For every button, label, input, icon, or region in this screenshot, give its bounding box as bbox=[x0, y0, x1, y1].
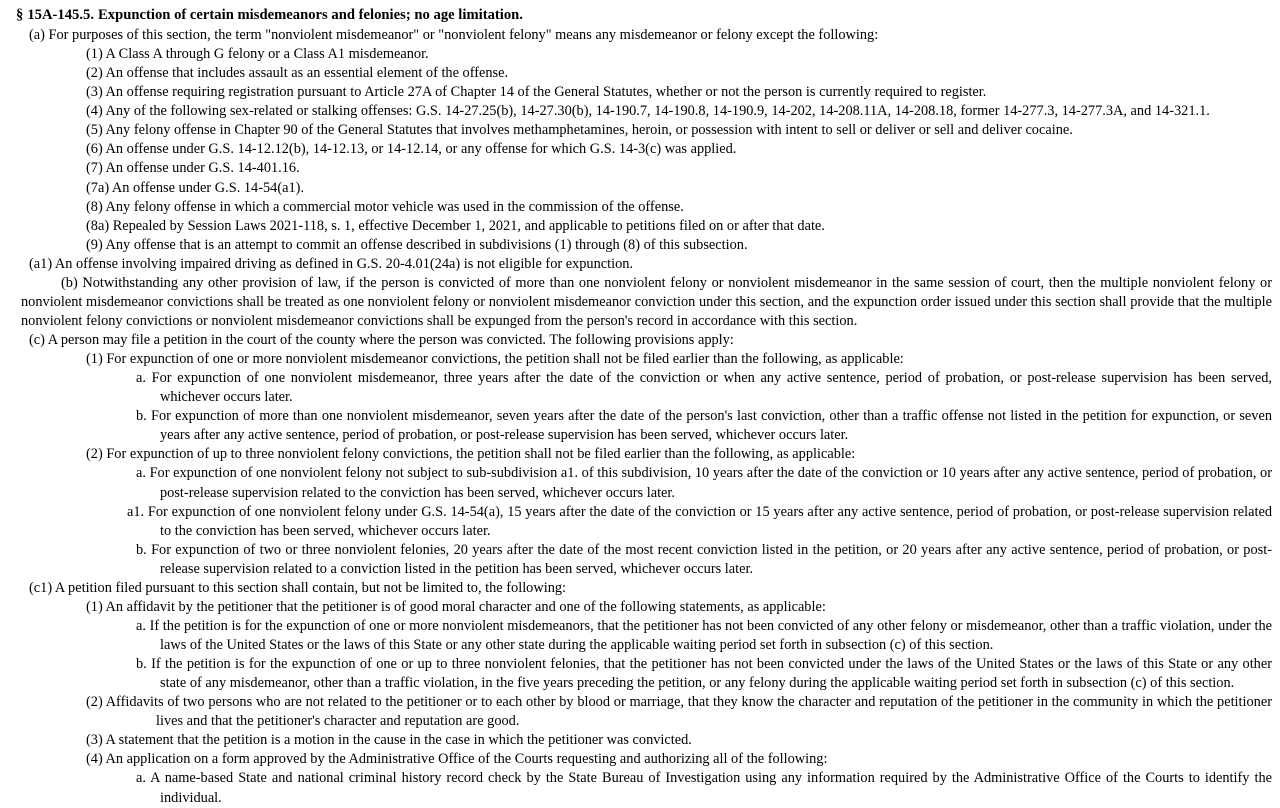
paragraph-c-2-a1 bbox=[8, 503, 1272, 541]
marker: (7) bbox=[86, 160, 103, 177]
paragraph-text: A statement that the petition is a motion in the cause in the case in which the petitioner was convicted. bbox=[105, 732, 692, 749]
paragraph-a-3 bbox=[8, 83, 1272, 102]
paragraph-a-7 bbox=[8, 159, 1272, 178]
paragraph-a bbox=[8, 26, 1272, 45]
paragraph-a-7a bbox=[8, 179, 1272, 198]
section-title: Expunction of certain misdemeanors and felonies; no age limitation. bbox=[98, 7, 523, 23]
paragraph-text: For expunction of two or three nonviolent felonies, 20 years after the date of the most recent conviction listed in the petition, or 20 years after any active sentence, period of probation, or post-release supervision related to a conviction listed in the petition has been served, whichever occurs later. bbox=[151, 541, 1272, 577]
paragraph-c-2-a bbox=[8, 464, 1272, 502]
marker: a. bbox=[136, 465, 146, 482]
marker: (b) bbox=[61, 274, 78, 291]
marker: (6) bbox=[86, 141, 103, 158]
marker: (1) bbox=[86, 46, 103, 63]
paragraph-c1-1 bbox=[8, 598, 1272, 617]
paragraph-a-9 bbox=[8, 236, 1272, 255]
marker: (2) bbox=[86, 694, 103, 711]
paragraph-a1 bbox=[8, 255, 1272, 274]
paragraph-c-2 bbox=[8, 445, 1272, 464]
paragraph-a-8a bbox=[8, 217, 1272, 236]
paragraph-text: Any felony offense in which a commercial motor vehicle was used in the commission of the offense. bbox=[105, 198, 684, 215]
marker: a1. bbox=[127, 503, 145, 520]
paragraph-c bbox=[8, 331, 1272, 350]
marker: (5) bbox=[86, 122, 103, 139]
marker: (1) bbox=[86, 351, 103, 368]
paragraph-text: For expunction of more than one nonviolent misdemeanor, seven years after the date of the person's last conviction, other than a traffic offense not listed in the petition for expunction, or seven years after any active sentence, period of probation, or post-release supervision has been served, whichever occurs later. bbox=[150, 408, 1272, 444]
paragraph-c1-4 bbox=[8, 750, 1272, 769]
paragraph-a-1 bbox=[8, 45, 1272, 64]
section-number: 15A-145.5. bbox=[27, 7, 95, 23]
paragraph-c-1-b bbox=[8, 407, 1272, 445]
paragraph-c-1-a bbox=[8, 369, 1272, 407]
marker: a. bbox=[136, 370, 146, 387]
paragraph-c-2-b bbox=[8, 541, 1272, 579]
paragraph-text: An offense involving impaired driving as defined in G.S. 20-4.01(24a) is not eligible for expunction. bbox=[54, 255, 634, 272]
marker: (c1) bbox=[29, 579, 53, 596]
marker: a. bbox=[136, 770, 146, 787]
marker: (8a) bbox=[86, 217, 110, 234]
paragraph-text: An offense under G.S. 14-12.12(b), 14-12.13, or 14-12.14, or any offense for which G.S. 14-3(c) was applied. bbox=[105, 141, 737, 158]
marker: (4) bbox=[86, 103, 103, 120]
paragraph-text: For expunction of one or more nonviolent misdemeanor convictions, the petition shall not be filed earlier than the following, as applicable: bbox=[106, 351, 904, 368]
marker: (3) bbox=[86, 732, 103, 749]
marker: b. bbox=[136, 541, 147, 558]
paragraph-b bbox=[8, 274, 1272, 331]
paragraph-a-4 bbox=[8, 102, 1272, 121]
paragraph-text: An affidavit by the petitioner that the petitioner is of good moral character and one of the following statements, as applicable: bbox=[105, 598, 826, 615]
section-symbol: § bbox=[16, 7, 24, 23]
paragraph-c1 bbox=[8, 579, 1272, 598]
paragraph-a-2 bbox=[8, 64, 1272, 83]
paragraph-text: If the petition is for the expunction of one or up to three nonviolent felonies, that the petitioner has not been convicted under the laws of the United States or the laws of this State or any other state of any misdemeanor, other than a traffic violation, in the five years preceding the petition, or any felony during the applicable waiting period set forth in subsection (c) of this section. bbox=[151, 656, 1272, 692]
paragraph-text: Repealed by Session Laws 2021-118, s. 1, effective December 1, 2021, and applicable to petitions filed on or after that date. bbox=[112, 217, 825, 234]
marker: (c) bbox=[29, 332, 45, 348]
marker: (3) bbox=[86, 84, 103, 101]
marker: b. bbox=[136, 656, 147, 673]
paragraph-text: A petition filed pursuant to this section shall contain, but not be limited to, the following: bbox=[54, 579, 567, 596]
marker: b. bbox=[136, 408, 147, 425]
paragraph-text: Notwithstanding any other provision of law, if the person is convicted of more than one nonviolent felony or nonviolent misdemeanor in the same session of court, then the multiple nonviolent felony or nonviolent misdemeanor convictions shall be treated as one nonviolent felony or nonviolent misdemeanor conviction under this section, and the expunction order issued under this section shall provide that the multiple nonviolent felony convictions or nonviolent misdemeanor convictions shall be expunged from the person's record in accordance with this section. bbox=[21, 274, 1272, 329]
paragraph-text: An offense that includes assault as an essential element of the offense. bbox=[105, 65, 509, 82]
marker: (a1) bbox=[29, 255, 53, 272]
paragraph-text: Any felony offense in Chapter 90 of the General Statutes that involves methamphetamines, heroin, or possession with intent to sell or deliver or sell and deliver cocaine. bbox=[105, 122, 1073, 139]
paragraph-a-5 bbox=[8, 121, 1272, 140]
paragraph-c1-1-a bbox=[8, 617, 1272, 655]
paragraph-text: Any offense that is an attempt to commit an offense described in subdivisions (1) through (8) of this subsection. bbox=[105, 236, 748, 253]
marker: (2) bbox=[86, 446, 103, 463]
paragraph-a-6 bbox=[8, 140, 1272, 159]
marker: (a) bbox=[29, 27, 45, 43]
paragraph-c1-3 bbox=[8, 731, 1272, 750]
paragraph-text: A person may file a petition in the court of the county where the person was convicted. The following provisions apply: bbox=[47, 332, 734, 348]
marker: (9) bbox=[86, 236, 103, 253]
paragraph-text: For expunction of one nonviolent felony not subject to sub-subdivision a1. of this subdivision, 10 years after the date of the conviction or 10 years after any active sentence, period of probation, or post-release supervision related to the conviction has been served, whichever occurs later. bbox=[149, 465, 1272, 501]
paragraph-c-1 bbox=[8, 350, 1272, 369]
paragraph-text: A name-based State and national criminal history record check by the State Bureau of Investigation using any information required by the Administrative Office of the Courts to identify the individual. bbox=[150, 770, 1272, 806]
marker: (7a) bbox=[86, 179, 110, 196]
paragraph-text: Any of the following sex-related or stalking offenses: G.S. 14-27.25(b), 14-27.30(b), 14-190.7, 14-190.8, 14-190.9, 14-202, 14-208.11A, 14-208.18, former 14-277.3, 14-277.3A, and 14-321.1. bbox=[105, 103, 1210, 120]
paragraph-text: For expunction of one nonviolent misdemeanor, three years after the date of the conviction or when any active sentence, period of probation, or post-release supervision has been served, whichever occurs later. bbox=[151, 370, 1272, 406]
paragraph-text: An offense under G.S. 14-401.16. bbox=[105, 160, 300, 177]
marker: (1) bbox=[86, 598, 103, 615]
marker: (8) bbox=[86, 198, 103, 215]
marker: a. bbox=[136, 617, 146, 634]
paragraph-text: Affidavits of two persons who are not related to the petitioner or to each other by blood or marriage, that they know the character and reputation of the petitioner in the community in which the petitioner lives and that the petitioner's character and reputation are good. bbox=[105, 694, 1272, 730]
paragraph-text: An offense under G.S. 14-54(a1). bbox=[111, 179, 305, 196]
paragraph-text: If the petition is for the expunction of one or more nonviolent misdemeanors, that the petitioner has not been convicted of any other felony or misdemeanor, other than a traffic violation, under the laws of the United States or the laws of this State or any other state during the applicable waiting period set forth in subsection (c) of this section. bbox=[149, 617, 1272, 653]
paragraph-text: A Class A through G felony or a Class A1 misdemeanor. bbox=[105, 46, 429, 63]
paragraph-text: For expunction of up to three nonviolent felony convictions, the petition shall not be filed earlier than the following, as applicable: bbox=[106, 446, 856, 463]
paragraph-c1-1-b bbox=[8, 655, 1272, 693]
paragraph-c1-2 bbox=[8, 693, 1272, 731]
paragraph-a-8 bbox=[8, 198, 1272, 217]
paragraph-c1-4-a bbox=[8, 769, 1272, 807]
marker: (2) bbox=[86, 65, 103, 82]
paragraph-text: An offense requiring registration pursuant to Article 27A of Chapter 14 of the General Statutes, whether or not the person is currently required to register. bbox=[105, 84, 987, 101]
paragraph-text: An application on a form approved by the Administrative Office of the Courts requesting and authorizing all of the following: bbox=[105, 751, 828, 768]
page-title bbox=[16, 6, 1272, 25]
paragraph-text: For purposes of this section, the term "nonviolent misdemeanor" or "nonviolent felony" means any misdemeanor or felony except the following: bbox=[48, 27, 879, 43]
paragraph-text: For expunction of one nonviolent felony under G.S. 14-54(a), 15 years after the date of the conviction or 15 years after any active sentence, period of probation, or post-release supervision related to the conviction has been served, whichever occurs later. bbox=[147, 503, 1272, 539]
marker: (4) bbox=[86, 751, 103, 768]
